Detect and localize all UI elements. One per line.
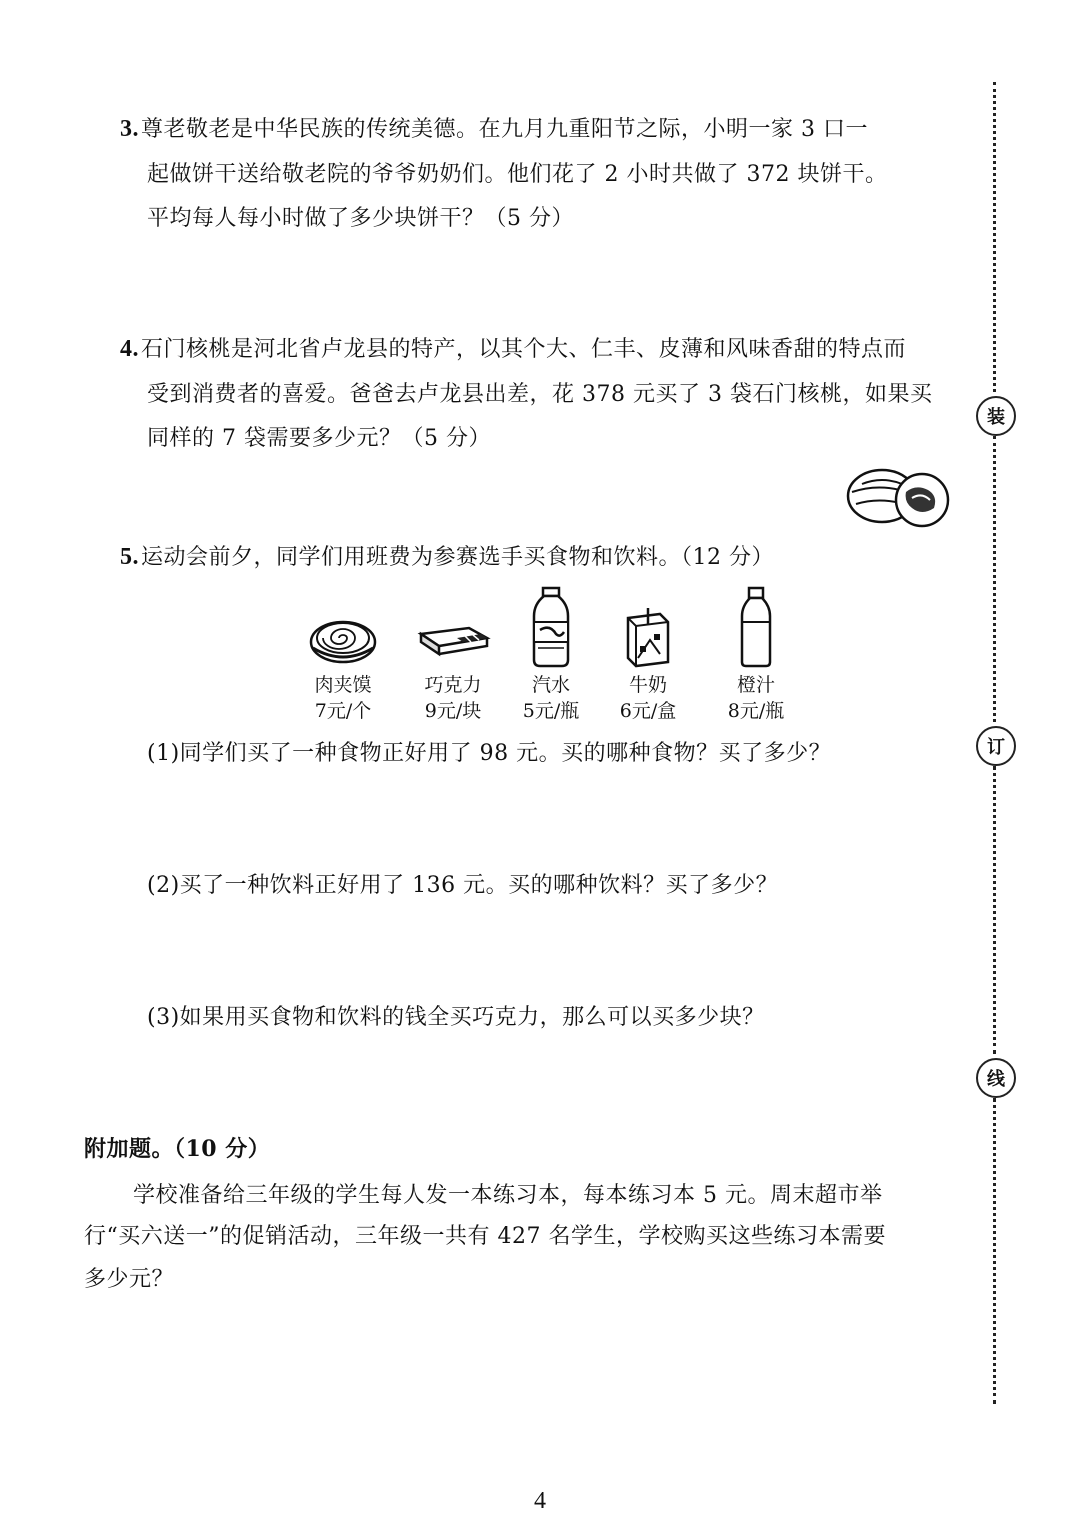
- milk-carton-icon: [620, 604, 676, 668]
- binding-seal: 装: [976, 396, 1016, 436]
- q5-number: 5.: [120, 544, 139, 570]
- binding-seal: 订: [976, 726, 1016, 766]
- q5-sub2: (2)买了一种饮料正好用了 136 元。买的哪种饮料？买了多少？: [147, 873, 779, 898]
- bonus-line2: 行“买六送一”的促销活动，三年级一共有 427 名学生，学校购买这些练习本需要: [84, 1224, 886, 1249]
- q3-text1: 尊老敬老是中华民族的传统美德。在九月九重阳节之际，小明一家 3 口一: [141, 117, 868, 142]
- item-price: 9元/块: [424, 700, 482, 722]
- walnut-icon: [842, 462, 954, 528]
- juice-bottle-icon: [736, 586, 776, 668]
- q4-line1: [120, 332, 906, 363]
- item-juice: [711, 586, 801, 724]
- q5-sub1: (1)同学们买了一种食物正好用了 98 元。买的哪种食物？买了多少？: [147, 741, 832, 766]
- q3-number: 3.: [120, 116, 139, 142]
- q5-text1: 运动会前夕，同学们用班费为参赛选手买食物和饮料。（12 分）: [141, 545, 774, 570]
- q3-line2: 起做饼干送给敬老院的爷爷奶奶们。他们花了 2 小时共做了 372 块饼干。: [147, 162, 888, 187]
- item-name: 牛奶: [628, 674, 667, 696]
- item-name: 巧克力: [424, 674, 482, 696]
- chocolate-icon: [413, 608, 493, 668]
- q4-text1: 石门核桃是河北省卢龙县的特产，以其个大、仁丰、皮薄和风味香甜的特点而: [141, 337, 907, 362]
- item-price: 7元/个: [314, 700, 372, 722]
- item-roujiamo: [298, 608, 388, 724]
- item-milk: [603, 604, 693, 724]
- binding-line-segment: [993, 82, 996, 392]
- item-soda: [506, 586, 596, 724]
- item-price: 8元/瓶: [727, 700, 785, 722]
- bonus-title: 附加题。（10 分）: [84, 1136, 271, 1162]
- roujiamo-icon: [307, 608, 379, 668]
- q5-line1: [120, 540, 774, 571]
- binding-line-segment: [993, 766, 996, 1054]
- item-name: 肉夹馍: [314, 674, 372, 696]
- bonus-line1: 学校准备给三年级的学生每人发一本练习本，每本练习本 5 元。周末超市举: [133, 1183, 883, 1208]
- item-price: 6元/盒: [619, 700, 677, 722]
- q5-sub3: (3)如果用买食物和饮料的钱全买巧克力，那么可以买多少块？: [147, 1005, 765, 1030]
- page-number: 4: [534, 1488, 546, 1514]
- item-chocolate: [408, 608, 498, 724]
- soda-bottle-icon: [526, 586, 576, 668]
- item-name: 汽水: [531, 674, 570, 696]
- q4-line3: 同样的 7 袋需要多少元？（5 分）: [147, 426, 491, 451]
- item-price: 5元/瓶: [522, 700, 580, 722]
- binding-line-segment: [993, 1098, 996, 1404]
- item-name: 橙汁: [736, 674, 775, 696]
- q4-number: 4.: [120, 336, 139, 362]
- binding-seal: 线: [976, 1058, 1016, 1098]
- bonus-line3: 多少元？: [84, 1267, 175, 1292]
- q4-line2: 受到消费者的喜爱。爸爸去卢龙县出差，花 378 元买了 3 袋石门核桃，如果买: [147, 382, 933, 407]
- q3-line1: [120, 112, 868, 143]
- binding-line-segment: [993, 436, 996, 722]
- q3-line3: 平均每人每小时做了多少块饼干？（5 分）: [147, 206, 574, 231]
